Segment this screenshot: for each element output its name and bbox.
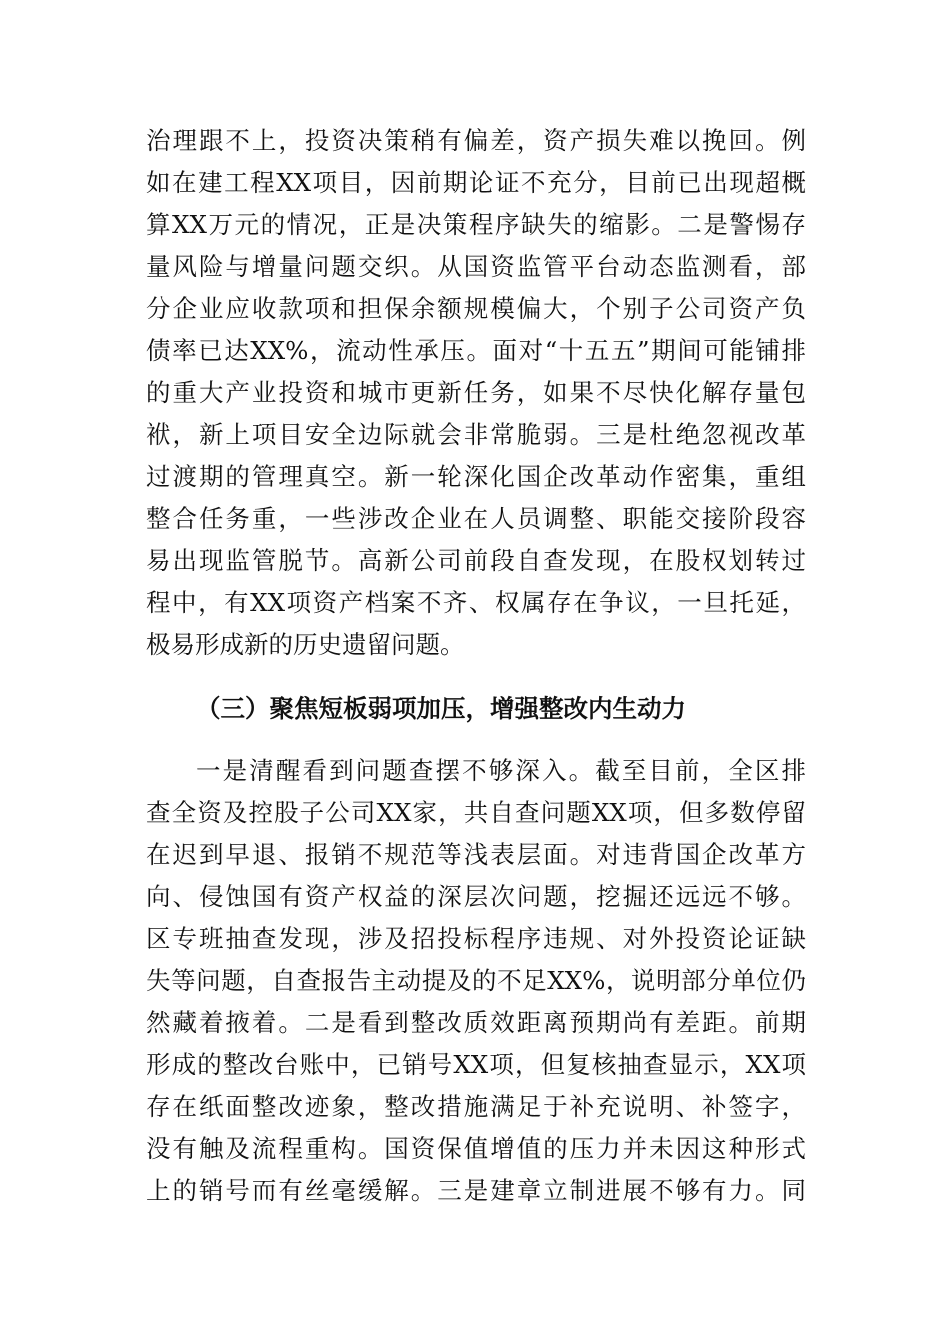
text-line: 存在纸面整改迹象，整改措施满足于补充说明、补签字， [146,1092,806,1121]
text-line: 没有触及流程重构。国资保值增值的压力并未因这种形式 [146,1134,806,1163]
text-line: 上的销号而有丝毫缓解。三是建章立制进展不够有力。同 [146,1176,806,1205]
text-line: 算XX万元的情况，正是决策程序缺失的缩影。二是警惕存 [146,210,806,239]
text-line: 一是清醒看到问题查摆不够深入。截至目前，全区排 [196,756,806,785]
text-line: 的重大产业投资和城市更新任务，如果不尽快化解存量包 [146,378,806,407]
text-line: 整合任务重，一些涉改企业在人员调整、职能交接阶段容 [146,504,806,533]
text-line: 易出现监管脱节。高新公司前段自查发现，在股权划转过 [146,546,806,575]
text-line: 查全资及控股子公司XX家，共自查问题XX项，但多数停留 [146,798,806,827]
text-line: 形成的整改台账中，已销号XX项，但复核抽查显示，XX项 [146,1050,806,1079]
text-line: 过渡期的管理真空。新一轮深化国企改革动作密集，重组 [146,462,806,491]
text-line: 分企业应收款项和担保余额规模偏大，个别子公司资产负 [146,294,806,323]
text-line: 如在建工程XX项目，因前期论证不充分，目前已出现超概 [146,168,806,197]
text-line: 失等问题，自查报告主动提及的不足XX%，说明部分单位仍 [146,966,806,995]
text-line: 债率已达XX%，流动性承压。面对“十五五”期间可能铺排 [146,336,806,365]
text-line: 区专班抽查发现，涉及招投标程序违规、对外投资论证缺 [146,924,806,953]
text-line: 极易形成新的历史遗留问题。 [146,630,465,659]
section-heading: （三）聚焦短板弱项加压，增强整改内生动力 [196,694,686,723]
text-line: 向、侵蚀国有资产权益的深层次问题，挖掘还远远不够。 [146,882,806,911]
text-line: 然藏着掖着。二是看到整改质效距离预期尚有差距。前期 [146,1008,806,1037]
text-line: 程中，有XX项资产档案不齐、权属存在争议，一旦托延， [146,588,806,617]
text-line: 袱，新上项目安全边际就会非常脆弱。三是杜绝忽视改革 [146,420,806,449]
text-line: 量风险与增量问题交织。从国资监管平台动态监测看，部 [146,252,806,281]
text-line: 在迟到早退、报销不规范等浅表层面。对违背国企改革方 [146,840,806,869]
text-line: 治理跟不上，投资决策稍有偏差，资产损失难以挽回。例 [146,126,806,155]
